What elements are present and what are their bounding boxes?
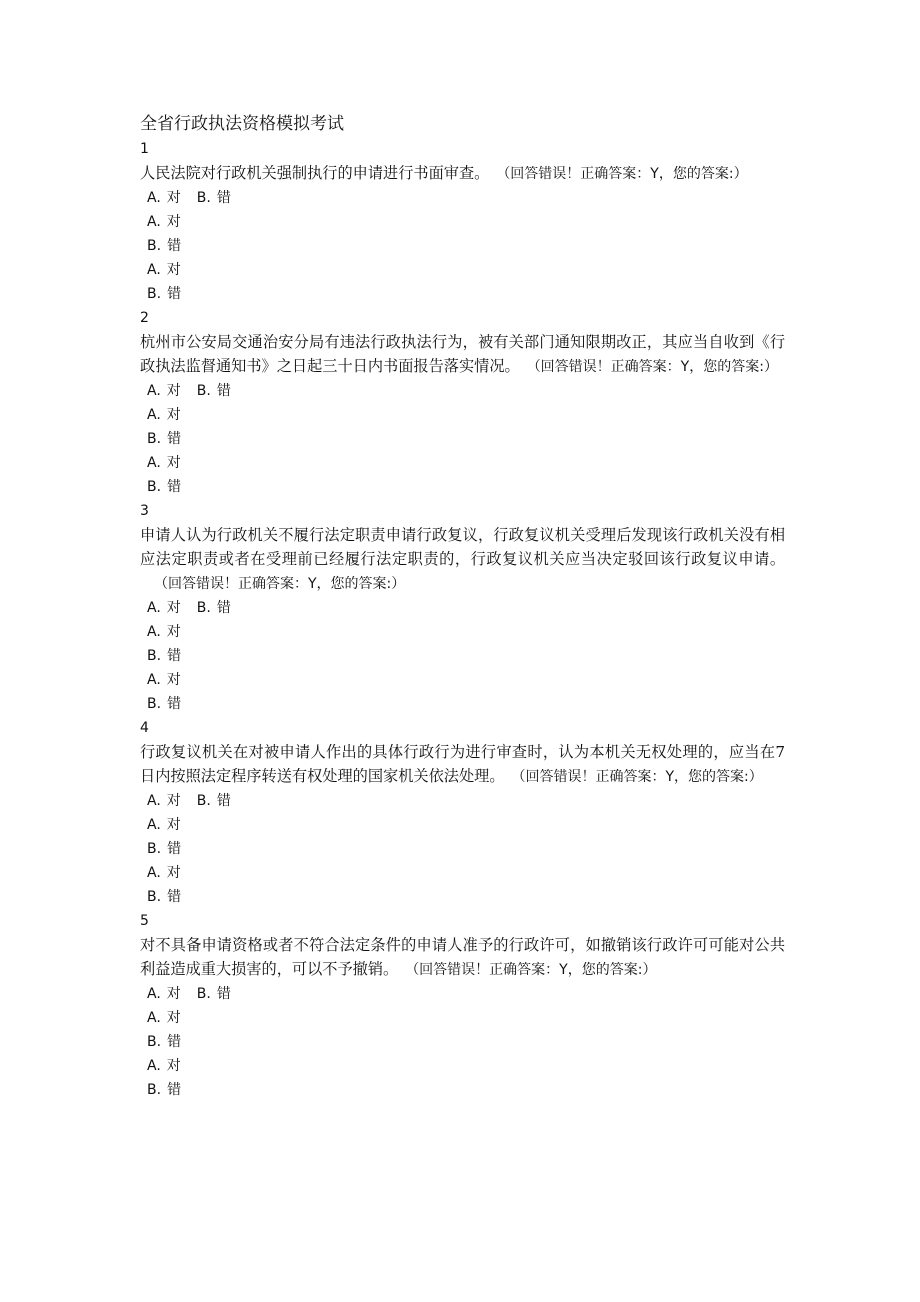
options-inline-row [140, 596, 785, 620]
option-letter: B. [147, 841, 162, 857]
option-letter: B. [147, 1034, 162, 1050]
answer-option[interactable] [140, 234, 785, 258]
option-letter: B. [196, 600, 211, 616]
option-letter: A. [147, 214, 161, 230]
answer-option[interactable] [147, 383, 181, 399]
option-label: 错 [216, 190, 231, 206]
answer-option[interactable] [140, 1078, 785, 1102]
answer-option[interactable] [147, 793, 181, 809]
option-letter: A. [147, 1058, 161, 1074]
option-label: 对 [166, 672, 181, 688]
option-label: 错 [167, 1082, 182, 1098]
options-inline-row [140, 379, 785, 403]
option-label: 错 [167, 286, 182, 302]
answer-option[interactable] [140, 403, 785, 427]
question-text [140, 161, 785, 186]
option-label: 对 [166, 600, 181, 616]
option-letter: A. [147, 1010, 161, 1026]
question-stem: 杭州市公安局交通治安分局有违法行政执法行为，被有关部门通知限期改正，其应当自收到《行政执法监督通知书》之日起三十日内书面报告落实情况。 [140, 333, 785, 375]
answer-option[interactable] [140, 885, 785, 909]
option-label: 对 [166, 407, 181, 423]
question-number: 3 [140, 503, 149, 519]
option-label: 对 [166, 1010, 181, 1026]
answer-option[interactable] [197, 986, 231, 1002]
answer-option[interactable] [140, 210, 785, 234]
question-number: 4 [140, 720, 149, 736]
answer-option[interactable] [197, 383, 231, 399]
option-label: 错 [167, 1034, 182, 1050]
options-inline-row [140, 186, 785, 210]
answer-option[interactable] [147, 600, 181, 616]
option-label: 错 [167, 648, 182, 664]
option-letter: A. [147, 262, 161, 278]
question-text [140, 523, 785, 596]
option-letter: B. [196, 986, 211, 1002]
option-label: 对 [166, 455, 181, 471]
answer-option[interactable] [140, 451, 785, 475]
option-letter: B. [147, 1082, 162, 1098]
options-inline-row [140, 789, 785, 813]
question-text [140, 740, 785, 789]
option-label: 对 [166, 986, 181, 1002]
question-number: 2 [140, 310, 149, 326]
answer-option[interactable] [140, 1054, 785, 1078]
answer-feedback: （回答错误！正确答案：Y，您的答案:） [533, 359, 778, 375]
option-label: 错 [216, 793, 231, 809]
question-block [140, 909, 785, 1102]
option-letter: A. [147, 986, 161, 1002]
option-letter: A. [147, 672, 161, 688]
question-stem: 行政复议机关在对被申请人作出的具体行政行为进行审查时，认为本机关无权处理的，应当在7日内按照法定程序转送有权处理的国家机关依法处理。 [140, 743, 785, 785]
option-letter: B. [147, 889, 162, 905]
option-letter: A. [147, 600, 161, 616]
option-letter: B. [196, 793, 211, 809]
answer-option[interactable] [140, 813, 785, 837]
option-letter: B. [147, 696, 162, 712]
answer-option[interactable] [140, 644, 785, 668]
option-letter: B. [147, 286, 162, 302]
question-text [140, 330, 785, 379]
option-letter: A. [147, 455, 161, 471]
option-letter: B. [196, 383, 211, 399]
answer-option[interactable] [140, 837, 785, 861]
question-text [140, 933, 785, 982]
answer-option[interactable] [197, 190, 231, 206]
answer-option[interactable] [147, 986, 181, 1002]
option-letter: B. [147, 648, 162, 664]
option-letter: B. [196, 190, 211, 206]
question-list [140, 137, 785, 1102]
option-letter: B. [147, 479, 162, 495]
option-label: 错 [167, 431, 182, 447]
answer-feedback: （回答错误！正确答案：Y，您的答案:） [518, 769, 763, 785]
question-stem: 申请人认为行政机关不履行法定职责申请行政复议，行政复议机关受理后发现该行政机关没有相应法定职责或者在受理前已经履行法定职责的，行政复议机关应当决定驳回该行政复议申请。 [140, 526, 785, 568]
option-label: 对 [166, 624, 181, 640]
option-letter: A. [147, 407, 161, 423]
option-letter: B. [147, 431, 162, 447]
answer-option[interactable] [140, 668, 785, 692]
answer-option[interactable] [140, 692, 785, 716]
answer-option[interactable] [140, 861, 785, 885]
question-stem: 人民法院对行政机关强制执行的申请进行书面审查。 [140, 164, 490, 182]
option-letter: A. [147, 383, 161, 399]
question-number: 5 [140, 913, 149, 929]
answer-option[interactable] [197, 600, 231, 616]
document-title: 全省行政执法资格模拟考试 [140, 114, 344, 134]
option-label: 错 [216, 600, 231, 616]
option-letter: A. [147, 793, 161, 809]
option-label: 对 [166, 865, 181, 881]
option-label: 对 [166, 817, 181, 833]
answer-option[interactable] [140, 427, 785, 451]
option-label: 错 [167, 479, 182, 495]
exam-page [140, 111, 785, 1102]
option-label: 对 [166, 793, 181, 809]
question-number: 1 [140, 141, 149, 157]
option-letter: A. [147, 624, 161, 640]
option-label: 对 [166, 1058, 181, 1074]
option-label: 错 [167, 841, 182, 857]
question-block [140, 499, 785, 716]
option-label: 对 [166, 214, 181, 230]
question-block [140, 137, 785, 306]
answer-option[interactable] [197, 793, 231, 809]
answer-option[interactable] [140, 1006, 785, 1030]
option-label: 对 [166, 190, 181, 206]
option-label: 错 [216, 986, 231, 1002]
option-label: 错 [216, 383, 231, 399]
answer-option[interactable] [140, 1030, 785, 1054]
answer-feedback: （回答错误！正确答案：Y，您的答案:） [154, 576, 406, 592]
answer-option[interactable] [140, 475, 785, 499]
question-block [140, 716, 785, 909]
option-letter: A. [147, 865, 161, 881]
option-letter: A. [147, 190, 161, 206]
answer-feedback: （回答错误！正确答案：Y，您的答案:） [412, 962, 657, 978]
question-block [140, 306, 785, 499]
option-letter: B. [147, 238, 162, 254]
option-label: 对 [166, 383, 181, 399]
answer-option[interactable] [140, 282, 785, 306]
answer-option[interactable] [140, 258, 785, 282]
answer-option[interactable] [147, 190, 181, 206]
options-inline-row [140, 982, 785, 1006]
option-letter: A. [147, 817, 161, 833]
option-label: 对 [166, 262, 181, 278]
answer-feedback: （回答错误！正确答案：Y，您的答案:） [503, 166, 748, 182]
option-label: 错 [167, 889, 182, 905]
question-stem: 对不具备申请资格或者不符合法定条件的申请人准予的行政许可，如撤销该行政许可可能对公共利益造成重大损害的，可以不予撤销。 [140, 936, 785, 978]
answer-option[interactable] [140, 620, 785, 644]
option-label: 错 [167, 238, 182, 254]
option-label: 错 [167, 696, 182, 712]
